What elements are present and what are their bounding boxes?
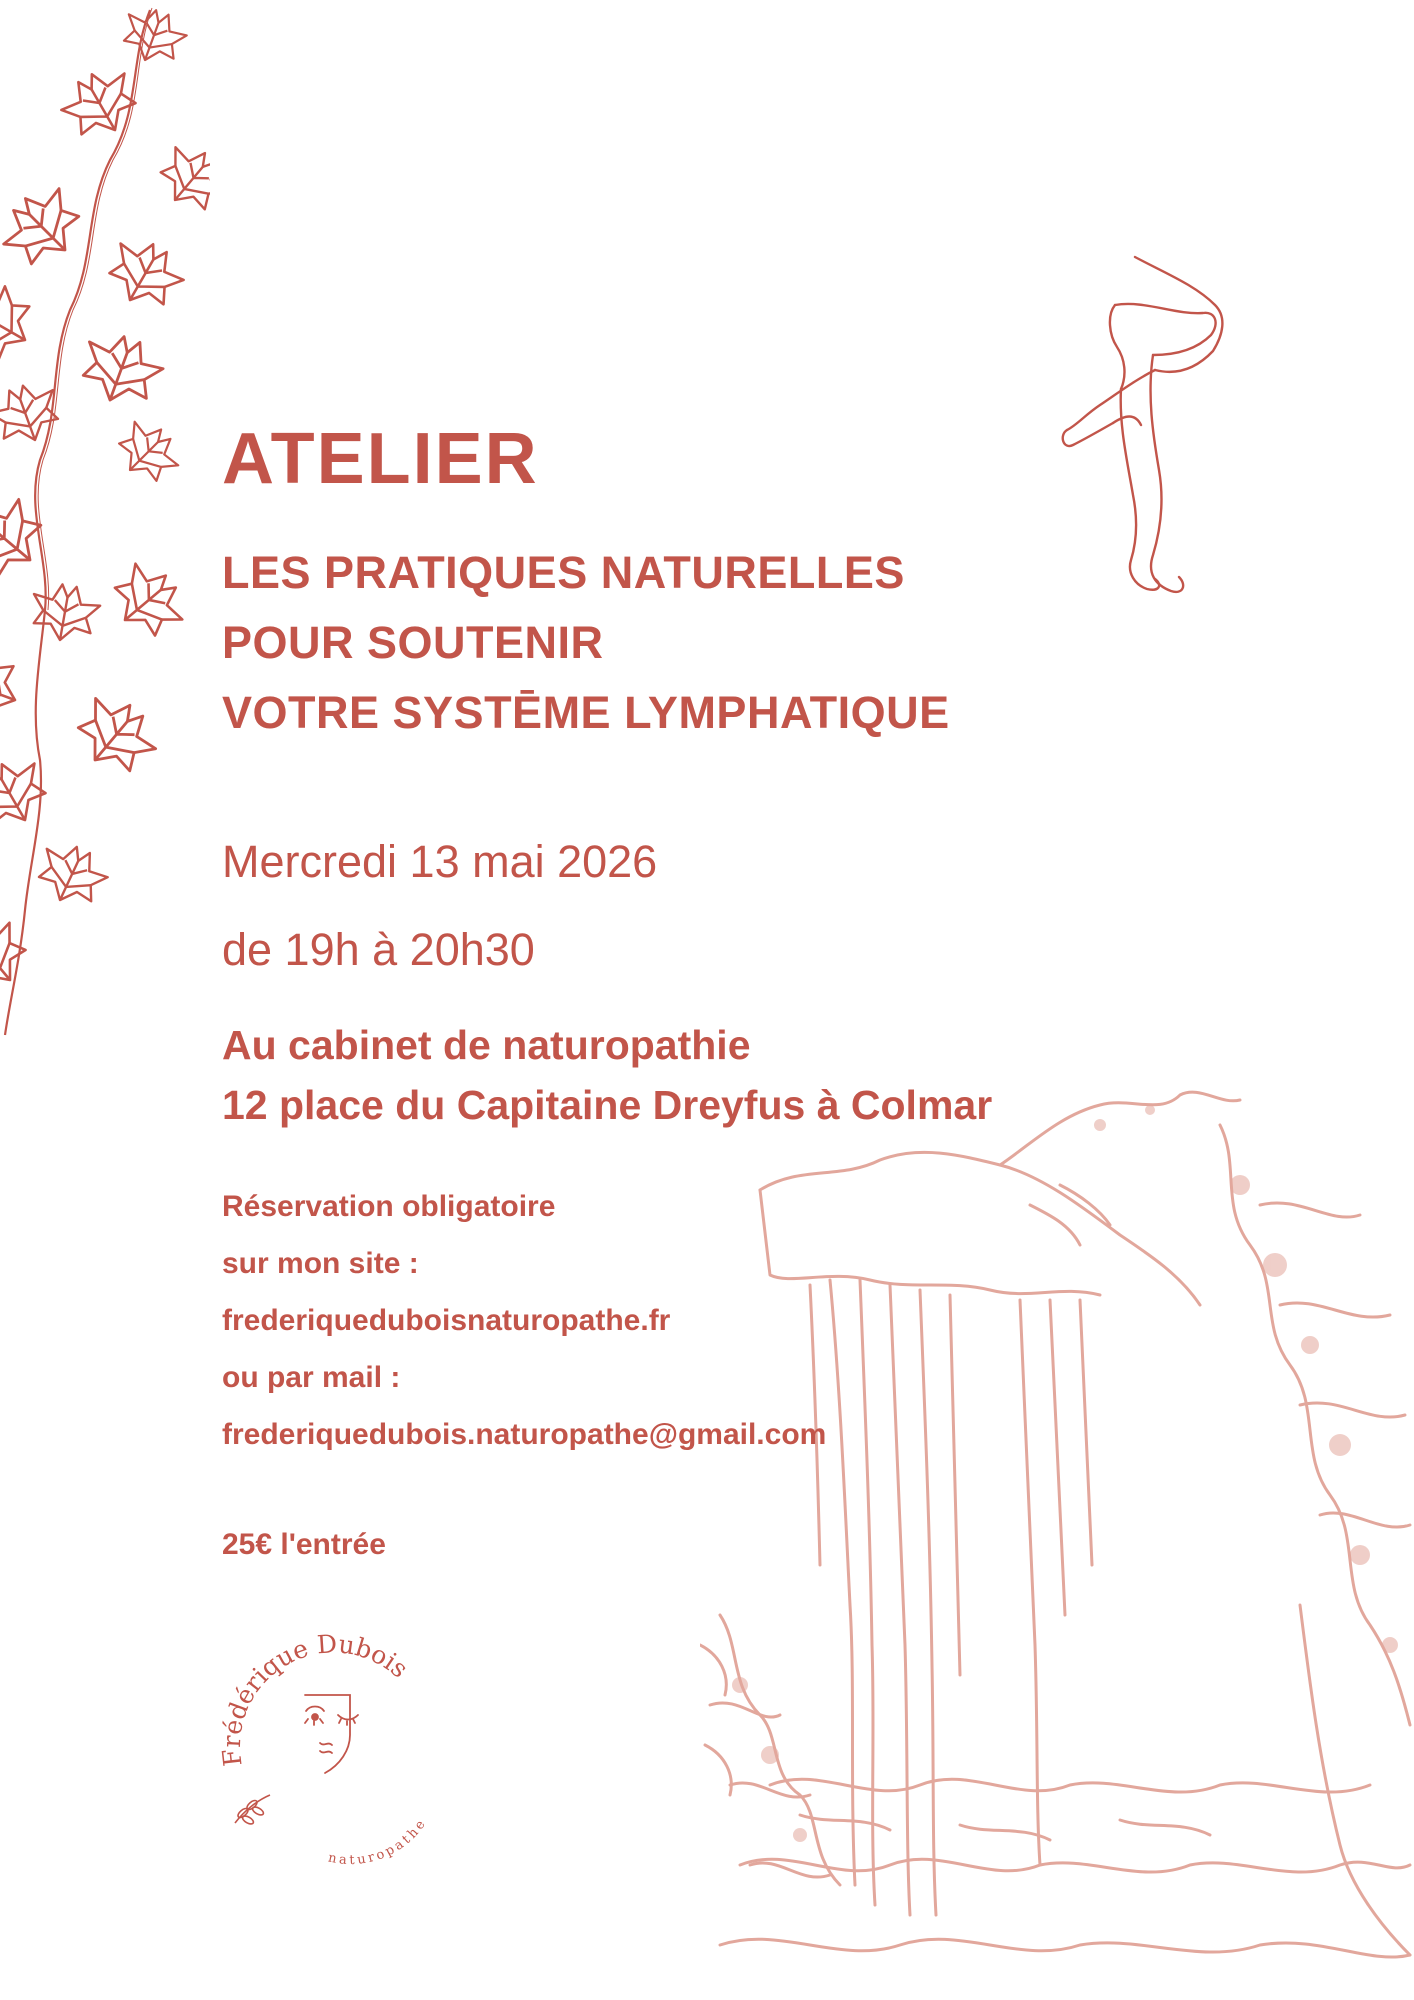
event-title-line: VOTRE SYSTĒME LYMPHATIQUE bbox=[222, 687, 950, 738]
reservation-mail-label: ou par mail : bbox=[222, 1361, 401, 1394]
event-kicker: ATELIER bbox=[222, 419, 539, 499]
event-date: Mercredi 13 mai 2026 bbox=[222, 836, 658, 887]
brand-logo bbox=[210, 1615, 460, 1870]
logo-name: Frédérique Dubois bbox=[216, 1629, 414, 1768]
svg-text:Frédérique Dubois bbox=[217, 1629, 414, 1768]
ivy-vine-illustration bbox=[0, 0, 210, 1040]
event-title bbox=[222, 538, 950, 748]
event-schedule bbox=[222, 818, 657, 994]
reservation-website-link[interactable]: frederiqueduboisnaturopathe.fr bbox=[222, 1304, 671, 1337]
location-line: Au cabinet de naturopathie bbox=[222, 1022, 751, 1068]
event-title-line: LES PRATIQUES NATURELLES bbox=[222, 547, 905, 598]
logo-profession: naturopathe bbox=[326, 1815, 431, 1869]
leaf-sprig-icon bbox=[235, 1795, 270, 1826]
legs-line-drawing bbox=[1055, 255, 1235, 600]
event-time: de 19h à 20h30 bbox=[222, 924, 535, 975]
reservation-site-label: sur mon site : bbox=[222, 1247, 419, 1280]
reservation-email-link[interactable]: frederiquedubois.naturopathe@gmail.com bbox=[222, 1418, 827, 1451]
location-line: 12 place du Capitaine Dreyfus à Colmar bbox=[222, 1082, 993, 1128]
event-location bbox=[222, 1015, 992, 1135]
svg-text:naturopathe bbox=[327, 1815, 430, 1868]
reservation-info bbox=[222, 1178, 826, 1463]
face-icon bbox=[305, 1695, 358, 1773]
reservation-heading: Réservation obligatoire bbox=[222, 1190, 556, 1223]
event-title-line: POUR SOUTENIR bbox=[222, 617, 604, 668]
entry-price: 25€ l'entrée bbox=[222, 1528, 386, 1561]
